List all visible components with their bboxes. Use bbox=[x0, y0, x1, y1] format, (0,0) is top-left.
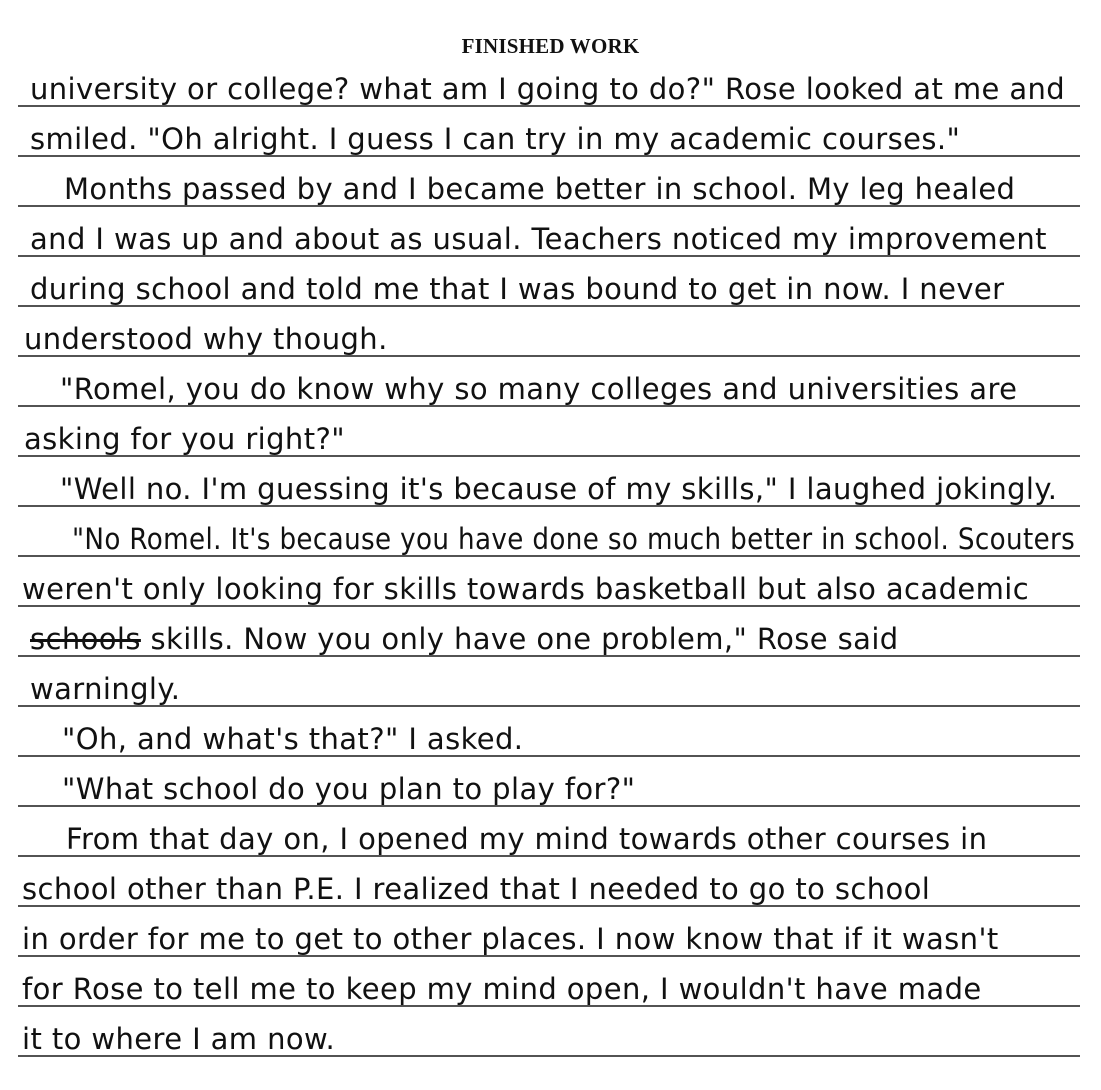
text-line-17: school other than P.E. I realized that I needed to go to school bbox=[22, 872, 931, 906]
text-line-3: Months passed by and I became better in school. My leg healed bbox=[64, 172, 1016, 206]
text-line-6: understood why though. bbox=[24, 322, 388, 356]
text-line-16: From that day on, I opened my mind towards other courses in bbox=[66, 822, 988, 856]
text-line-12-rest: skills. Now you only have one problem," Rose said bbox=[140, 622, 899, 656]
text-line-7: "Romel, you do know why so many colleges and universities are bbox=[60, 372, 1018, 406]
text-line-18: in order for me to get to other places. I now know that if it wasn't bbox=[22, 922, 999, 956]
text-line-19: for Rose to tell me to keep my mind open, I wouldn't have made bbox=[22, 972, 982, 1006]
text-line-5: during school and told me that I was bound to get in now. I never bbox=[30, 272, 1005, 306]
text-line-8: asking for you right?" bbox=[24, 422, 346, 456]
text-line-4: and I was up and about as usual. Teachers noticed my improvement bbox=[30, 222, 1047, 256]
text-line-14: "Oh, and what's that?" I asked. bbox=[62, 722, 524, 756]
text-line-2: smiled. "Oh alright. I guess I can try in my academic courses." bbox=[30, 122, 961, 156]
text-line-15: "What school do you plan to play for?" bbox=[62, 772, 636, 806]
text-line-13: warningly. bbox=[30, 672, 181, 706]
page-title: FINISHED WORK bbox=[461, 34, 640, 58]
text-line-20: it to where I am now. bbox=[22, 1022, 336, 1056]
text-line-1: university or college? what am I going to do?" Rose looked at me and bbox=[30, 72, 1066, 106]
text-line-12 bbox=[30, 622, 899, 656]
text-line-9: "Well no. I'm guessing it's because of my skills," I laughed jokingly. bbox=[60, 472, 1058, 506]
text-line-10: "No Romel. It's because you have done so much better in school. Scouters bbox=[72, 522, 1076, 556]
crossed-out-word: schools bbox=[30, 622, 141, 656]
text-line-11: weren't only looking for skills towards basketball but also academic bbox=[22, 572, 1030, 606]
